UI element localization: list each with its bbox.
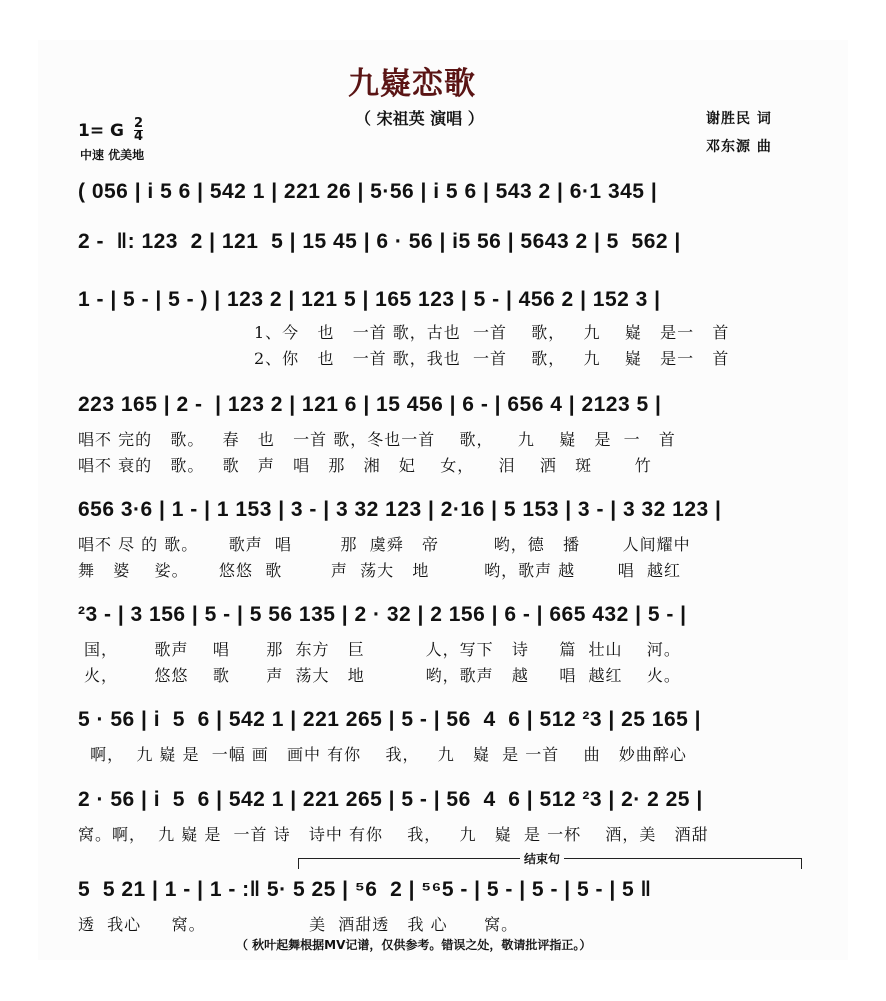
notes-line: 5 · 56 | i 5 6 | 542 1 | 221 265 | 5 - | 56 4 6 | 512 ²3 | 25 165 | xyxy=(78,708,702,731)
lyrics-verse-1: 唱不 完的 歌。 春 也 一首 歌，冬也一首 歌， 九 嶷 是 一 首 xyxy=(78,430,676,449)
tempo-marking: 中速 优美地 xyxy=(80,148,145,162)
time-signature-top: 2 xyxy=(133,116,143,131)
notes-line: 223 165 | 2 - | 123 2 | 121 6 | 15 456 | 6 - | 656 4 | 2123 5 | xyxy=(78,393,662,416)
lyrics-verse-2: 火， 悠悠 歌 声 荡大 地 哟，歌声 越 唱 越红 火。 xyxy=(84,666,681,685)
lyrics-line: 啊， 九 嶷 是 一幅 画 画中 有你 我， 九 嶷 是 一首 曲 妙曲醉心 xyxy=(78,745,687,764)
time-signature-bottom: 4 xyxy=(133,129,143,144)
lyrics-verse-2: 2、你 也 一首 歌，我也 一首 歌， 九 嶷 是一 首 xyxy=(254,349,730,368)
lyrics-line: 窝。啊， 九 嶷 是 一首 诗 诗中 有你 我， 九 嶷 是 一杯 酒，美 酒甜 xyxy=(78,825,709,844)
lyrics-verse-2: 唱不 衰的 歌。 歌 声 唱 那 湘 妃 女， 泪 洒 斑 竹 xyxy=(78,456,652,475)
notes-line: ²3 - | 3 156 | 5 - | 5 56 135 | 2 · 32 | 2 156 | 6 - | 665 432 | 5 - | xyxy=(78,603,687,626)
lyrics-verse-1: 唱不 尽 的 歌。 歌声 唱 那 虞舜 帝 哟，德 播 人间耀中 xyxy=(78,535,691,554)
notes-line: 656 3·6 | 1 - | 1 153 | 3 - | 3 32 123 | 2·16 | 5 153 | 3 - | 3 32 123 | xyxy=(78,498,722,521)
lyrics-line: 透 我心 窝。 美 酒甜透 我 心 窝。 xyxy=(78,915,519,934)
ending-label: 结束句 xyxy=(520,850,564,867)
song-title: 九嶷恋歌 xyxy=(348,66,476,102)
composer-credit: 邓东源 曲 xyxy=(706,139,772,155)
notes-line: 5 5 21 | 1 - | 1 - :‖ 5· 5 25 | ⁵6 2 | ⁵⁶5 - | 5 - | 5 - | 5 - | 5 ‖ xyxy=(78,878,652,901)
key-signature xyxy=(78,118,143,143)
time-signature xyxy=(134,118,143,143)
lyrics-verse-1: 国， 歌声 唱 那 东方 巨 人，写下 诗 篇 壮山 河。 xyxy=(84,640,681,659)
singer-credit: （ 宋祖英 演唱 ） xyxy=(355,109,484,128)
notes-line: 2 - ‖: 123 2 | 121 5 | 15 45 | 6 · 56 | i5 56 | 5643 2 | 5 562 | xyxy=(78,230,681,253)
lyricist-credit: 谢胜民 词 xyxy=(706,111,772,127)
key-label: 1= G xyxy=(78,120,124,141)
lyrics-verse-1: 1、今 也 一首 歌，古也 一首 歌， 九 嶷 是一 首 xyxy=(254,323,730,342)
notes-line: 2 · 56 | i 5 6 | 542 1 | 221 265 | 5 - | 56 4 6 | 512 ²3 | 2· 2 25 | xyxy=(78,788,703,811)
lyrics-verse-2: 舞 婆 娑。 悠悠 歌 声 荡大 地 哟，歌声 越 唱 越红 xyxy=(78,561,681,580)
transcription-footnote: （ 秋叶起舞根据MV记谱，仅供参考。错误之处，敬请批评指正。） xyxy=(236,938,592,952)
notes-line: 1 - | 5 - | 5 - ) | 123 2 | 121 5 | 165 123 | 5 - | 456 2 | 152 3 | xyxy=(78,288,661,311)
notes-line: ( 056 | i 5 6 | 542 1 | 221 26 | 5·56 | i 5 6 | 543 2 | 6·1 345 | xyxy=(78,180,658,203)
